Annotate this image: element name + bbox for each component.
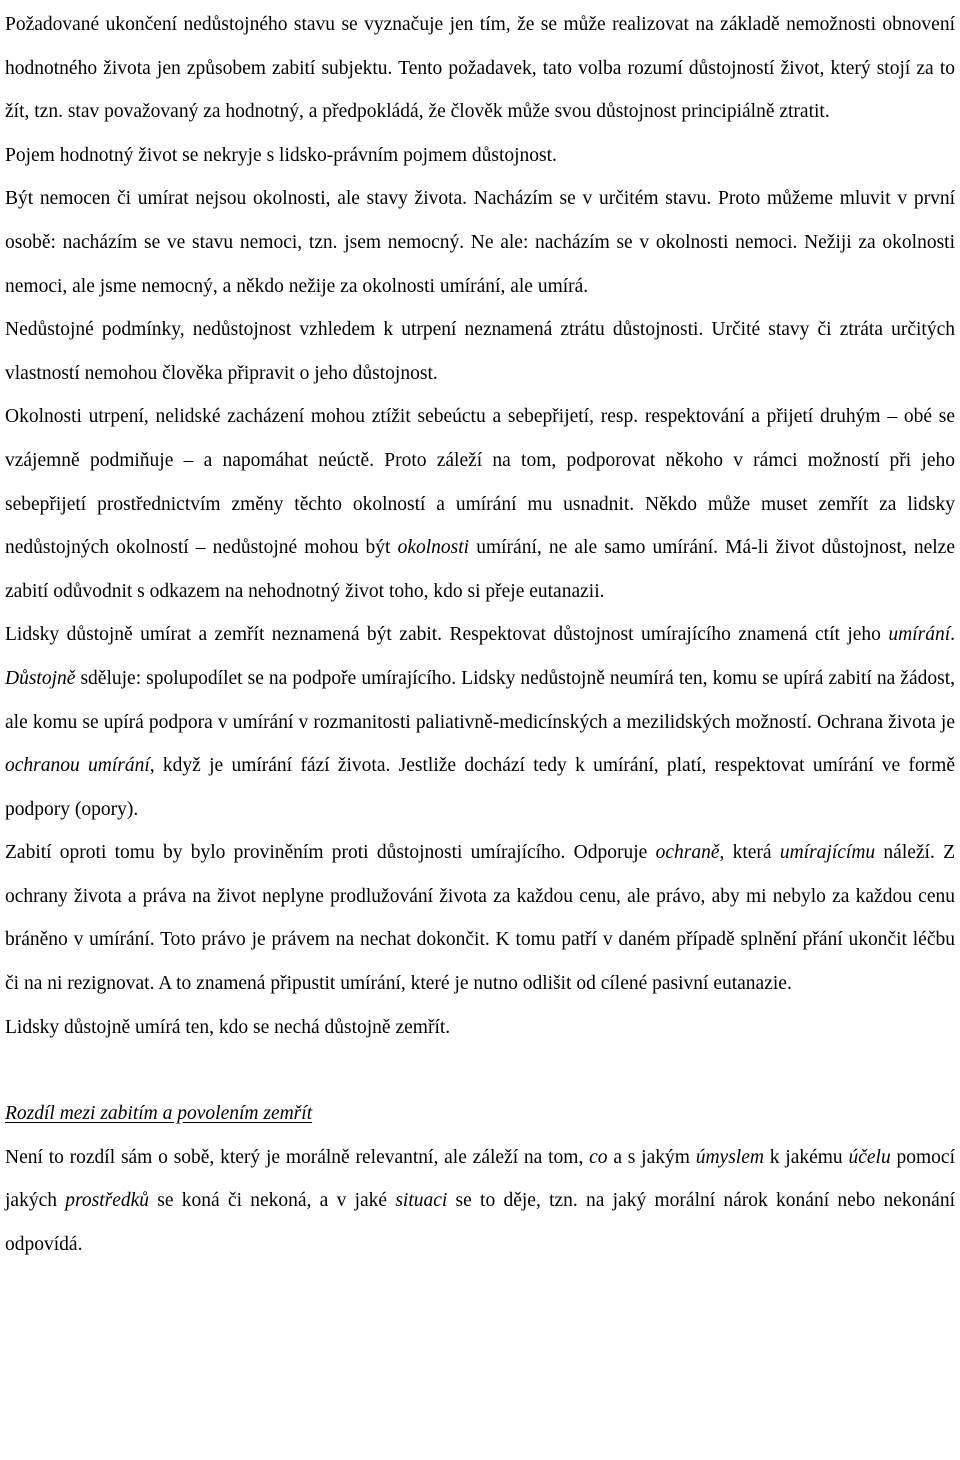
section-paragraph [5,1136,955,1267]
emphasis-text: úmyslem [695,1146,764,1168]
paragraph [5,1006,955,1050]
emphasis-text: co [589,1146,608,1168]
text-run: pomocí jakých [5,1146,955,1212]
paragraph [5,613,955,831]
text-run: Požadované ukončení nedůstojného stavu se vyznačuje jen tím, že se může realizovat na základě nemožnosti obnovení hodnotného života jen způsobem zabití subjektu. Tento požadavek, tato volba rozumí důstojností život, který stojí za to žít, tzn. stav považovaný za hodnotný, a předpokládá, že člověk může svou důstojnost principiálně ztratit. [5,14,955,123]
text-run: Lidsky důstojně umírá ten, kdo se nechá důstojně zemřít. [5,1016,451,1038]
emphasis-text: Důstojně [5,667,76,689]
section-heading: Rozdíl mezi zabitím a povolením zemřít [5,1103,313,1125]
text-run: Lidsky důstojně umírat a zemřít neznamená být zabit. Respektovat důstojnost umírajícího znamená ctít jeho [5,624,889,646]
text-run: náleží. Z ochrany života a práva na život neplyne prodlužování života za každou cenu, ale právo, aby mi nebylo za každou cenu bráněno v umírání. Toto právo je právem na nechat dokončit. K tomu patří v daném případě splnění přání ukončit léčbu či na ni rezignovat. A to znamená připustit umírání, které je nutno odlišit od cílené pasivní eutanazie. [5,842,955,995]
text-run: Pojem hodnotný život se nekryje s lidsko-právním pojmem důstojnost. [5,144,557,166]
emphasis-text: účelu [848,1146,891,1168]
text-run: k jakému [763,1146,849,1168]
text-run: Okolnosti utrpení, nelidské zacházení mohou ztížit sebeúctu a sebepřijetí, resp. respektování a přijetí druhým – obé se vzájemně podmiňuje – a napomáhat neúctě. Proto záleží na tom, podporovat někoho v rámci možností při jeho sebepřijetí prostřednictvím změny těchto okolností a umírání mu usnadnit. Někdo může muset zemřít za lidsky nedůstojných okolností – nedůstojné mohou být [5,406,955,559]
emphasis-text: umírajícímu [779,842,876,864]
text-run: se koná či nekoná, a v jaké [149,1190,396,1212]
text-run: se to děje, tzn. na jaký morální nárok konání nebo nekonání odpovídá. [5,1190,955,1256]
paragraph [5,395,955,613]
body-text [5,3,955,1049]
text-run: , která [719,842,780,864]
text-run: Není to rozdíl sám o sobě, který je morálně relevantní, ale záleží na tom, [5,1146,590,1168]
paragraph [5,308,955,395]
text-run: Být nemocen či umírat nejsou okolnosti, ale stavy života. Nacházím se v určitém stavu. Proto můžeme mluvit v první osobě: nacházím se ve stavu nemoci, tzn. jsem nemocný. Ne ale: nacházím se v okolnosti nemoci. Nežiji za okolnosti nemoci, ale jsme nemocný, a někdo nežije za okolnosti umírání, ale umírá. [5,188,955,297]
section-body [5,1136,955,1267]
text-run: umírání, ne ale samo umírání. Má-li život důstojnost, nelze zabití odůvodnit s odkazem na nehodnotný život toho, kdo si přeje eutanazii. [5,537,955,602]
emphasis-text: okolnosti [397,537,470,559]
emphasis-text: ochraně [655,842,720,864]
text-run: Zabití oproti tomu by bylo proviněním proti důstojnosti umírajícího. Odporuje [5,842,656,864]
emphasis-text: situaci [395,1190,448,1212]
text-run: . [950,624,955,646]
text-run: a s jakým [607,1146,696,1168]
emphasis-text: prostředků [65,1190,150,1212]
paragraph [5,134,955,178]
text-run: sděluje: spolupodílet se na podpoře umírajícího. Lidsky nedůstojně neumírá ten, komu se upírá zabití na žádost, ale komu se upírá podpora v umírání v rozmanitosti paliativně-medicínských a mezilidských možností. Ochrana života je [5,667,955,733]
text-run: Nedůstojné podmínky, nedůstojnost vzhledem k utrpení neznamená ztrátu důstojnosti. Určité stavy či ztráta určitých vlastností nemohou člověka připravit o jeho důstojnost. [5,319,955,384]
paragraph [5,831,955,1005]
text-run: , když je umírání fází života. Jestliže dochází tedy k umírání, platí, respektovat umírání ve formě podpory (opory). [5,755,955,820]
paragraph [5,177,955,308]
section-spacer [5,1049,955,1092]
document-page [5,0,955,1267]
emphasis-text: umírání [888,624,951,646]
emphasis-text: ochranou umírání [5,755,150,777]
paragraph [5,3,955,134]
